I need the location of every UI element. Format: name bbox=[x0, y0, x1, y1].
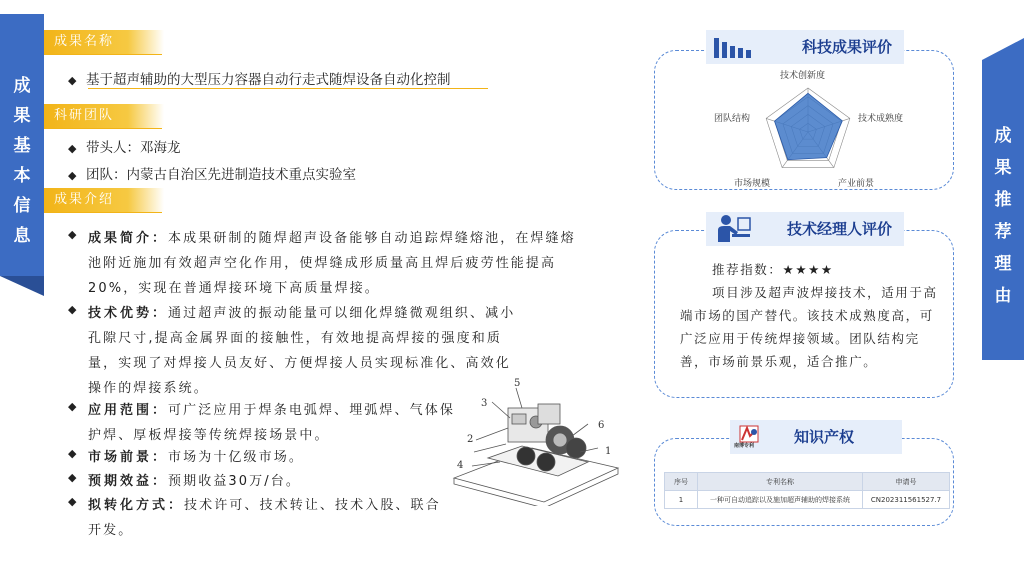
diamond-bullet-icon: ◆ bbox=[68, 303, 77, 316]
intro-application bbox=[88, 398, 456, 448]
advantage-text: 通过超声波的振动能量可以细化焊缝微观组织、减小孔隙尺寸,提高金属界面的接触性，有效地提高焊接的强度和质量，实现了对焊接人员友好、方便焊接人员实现标准化、高效化操作的焊接系统。 bbox=[88, 306, 516, 396]
rating-line bbox=[712, 258, 952, 281]
rating-label: 推荐指数： bbox=[712, 262, 783, 277]
intro-transfer bbox=[88, 493, 448, 543]
banner-fold bbox=[0, 276, 44, 296]
manager-person-icon bbox=[712, 214, 752, 244]
rating-stars-icon: ★★★★ bbox=[782, 262, 834, 277]
manager-eval-title bbox=[706, 212, 904, 246]
radar-axis-label: 技术成熟度 bbox=[858, 114, 904, 124]
intro-benefit bbox=[88, 469, 448, 494]
summary-text: 本成果研制的随焊超声设备能够自动追踪焊缝熔池，在焊缝熔池附近施加有效超声空化作用，使焊缝成形质量高且焊后疲劳性能提高20%，实现在普通焊接环境下高质量焊接。 bbox=[88, 231, 576, 296]
ip-title-text: 知识产权 bbox=[793, 428, 854, 446]
name-underline bbox=[88, 88, 488, 89]
table-cell: 一种可自动追踪以及施加超声辅助的焊接系统 bbox=[698, 491, 863, 509]
manager-eval-title-text: 技术经理人评价 bbox=[786, 220, 892, 238]
advantage-label: 技术优势： bbox=[88, 306, 169, 321]
diamond-bullet-icon: ◆ bbox=[68, 142, 77, 155]
right-banner-char: 成 bbox=[994, 126, 1012, 146]
section-tag-name: 成果名称 bbox=[44, 30, 164, 54]
radar-axis-label: 技术创新度 bbox=[780, 71, 826, 81]
team-leader: 带头人：邓海龙 bbox=[86, 140, 181, 156]
left-banner-char: 息 bbox=[13, 226, 31, 246]
machine-part-number: 1 bbox=[605, 446, 612, 457]
table-cell: 1 bbox=[665, 491, 698, 509]
tag-underline bbox=[44, 128, 162, 129]
ip-title bbox=[730, 420, 902, 454]
summary-label: 成果简介： bbox=[88, 231, 169, 246]
result-name: 基于超声辅助的大型压力容器自动行走式随焊设备自动化控制 bbox=[86, 72, 451, 88]
market-label: 市场前景： bbox=[88, 450, 169, 465]
radar-chart bbox=[760, 82, 856, 178]
result-name-line bbox=[68, 68, 451, 88]
left-banner-char: 基 bbox=[13, 136, 31, 156]
section-tag-intro: 成果介绍 bbox=[44, 188, 164, 212]
machine-part-number: 5 bbox=[514, 378, 521, 389]
right-banner-char: 推 bbox=[994, 190, 1012, 210]
diamond-bullet-icon: ◆ bbox=[68, 169, 77, 182]
table-header-cell: 申请号 bbox=[863, 473, 950, 491]
tag-underline bbox=[44, 54, 162, 55]
right-banner-char: 荐 bbox=[994, 222, 1012, 242]
patent-table-header bbox=[665, 473, 950, 491]
intro-market bbox=[88, 445, 448, 470]
radar-axis-label: 市场规模 bbox=[734, 179, 771, 189]
transfer-text: 技术许可、技术转让、技术入股、联合开发。 bbox=[88, 498, 441, 538]
diamond-bullet-icon: ◆ bbox=[68, 74, 77, 87]
tag-underline bbox=[44, 212, 162, 213]
left-banner-char: 本 bbox=[13, 166, 31, 186]
benefit-text: 预期收益30万/台。 bbox=[168, 474, 301, 489]
transfer-label: 拟转化方式： bbox=[88, 498, 185, 513]
benefit-label: 预期效益： bbox=[88, 474, 169, 489]
radar-axis-label: 团队结构 bbox=[714, 114, 751, 124]
diamond-bullet-icon: ◆ bbox=[68, 471, 77, 484]
diamond-bullet-icon: ◆ bbox=[68, 228, 77, 241]
machine-part-number: 6 bbox=[598, 420, 605, 431]
radar-axis-label: 产业前景 bbox=[838, 179, 875, 189]
diamond-bullet-icon: ◆ bbox=[68, 495, 77, 508]
right-banner-char: 理 bbox=[994, 254, 1012, 274]
table-cell: CN202311561527.7 bbox=[863, 491, 950, 509]
diamond-bullet-icon: ◆ bbox=[68, 447, 77, 460]
table-header-cell: 序号 bbox=[665, 473, 698, 491]
patent-table bbox=[664, 472, 950, 509]
section-tag-team: 科研团队 bbox=[44, 104, 164, 128]
tech-eval-title bbox=[706, 30, 904, 64]
banner-fold bbox=[982, 38, 1024, 60]
team-lab-line bbox=[68, 163, 356, 183]
table-header-cell: 专利名称 bbox=[698, 473, 863, 491]
application-label: 应用范围： bbox=[88, 403, 169, 418]
application-text: 可广泛应用于焊条电弧焊、埋弧焊、气体保护焊、厚板焊接等传统焊接场景中。 bbox=[88, 403, 455, 443]
left-banner-char: 信 bbox=[13, 196, 31, 216]
machine-part-number: 4 bbox=[457, 460, 464, 471]
market-text: 市场为十亿级市场。 bbox=[168, 450, 304, 465]
bar-chart-icon bbox=[712, 34, 754, 60]
left-banner-char: 果 bbox=[13, 106, 31, 126]
intro-summary bbox=[88, 226, 580, 301]
machine-part-number: 3 bbox=[481, 398, 488, 409]
left-banner-char: 成 bbox=[13, 76, 31, 96]
patent-logo-caption: 南博专利 bbox=[734, 443, 755, 449]
diamond-bullet-icon: ◆ bbox=[68, 400, 77, 413]
table-row bbox=[665, 491, 950, 509]
left-vertical-banner bbox=[0, 14, 44, 276]
welding-machine-illustration bbox=[448, 378, 626, 506]
right-banner-char: 果 bbox=[994, 158, 1012, 178]
team-leader-line bbox=[68, 136, 181, 156]
machine-part-number: 2 bbox=[467, 434, 474, 445]
right-banner-char: 由 bbox=[994, 286, 1012, 306]
right-vertical-banner bbox=[982, 60, 1024, 360]
tech-eval-title-text: 科技成果评价 bbox=[801, 38, 892, 56]
manager-eval-text: 项目涉及超声波焊接技术，适用于高端市场的国产替代。该技术成熟度高，可广泛应用于传统焊接领域。团队结构完善，市场前景乐观，适合推广。 bbox=[680, 285, 938, 369]
team-lab: 团队：内蒙古自治区先进制造技术重点实验室 bbox=[86, 167, 356, 183]
